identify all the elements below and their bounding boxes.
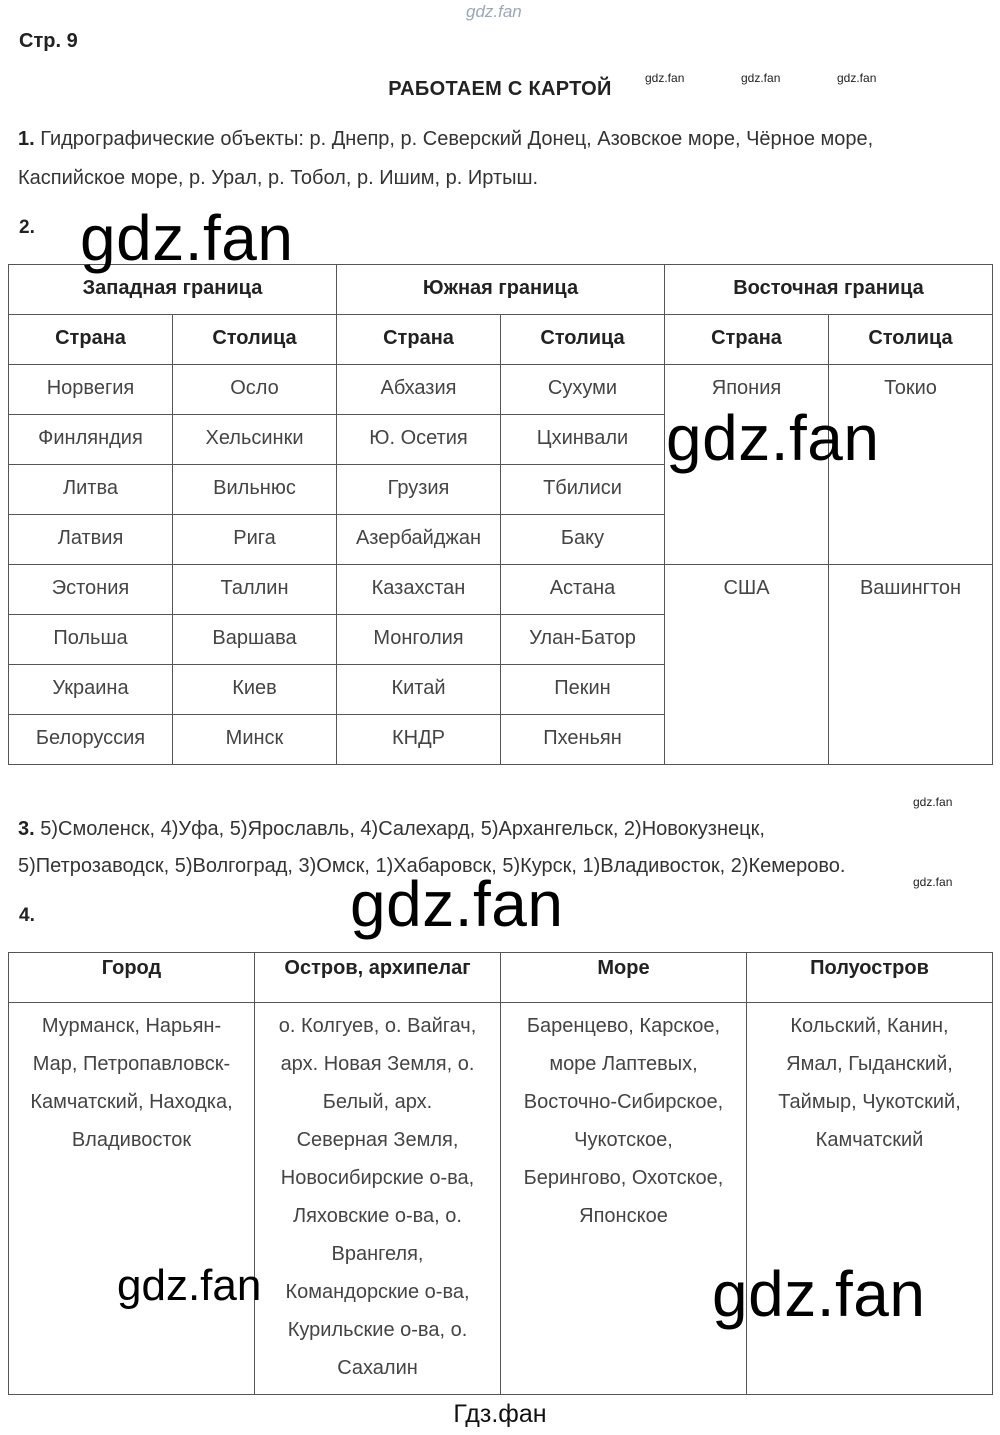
island-line: Ляховские о-ва, о.: [293, 1205, 462, 1227]
west-capital: Хельсинки: [173, 415, 337, 465]
south-capital: Баку: [501, 515, 665, 565]
task-1-line-2: Каспийское море, р. Урал, р. Тобол, р. Ишим, р. Иртыш.: [18, 167, 539, 189]
sea-line: Баренцево, Карское,: [526, 1015, 721, 1037]
column-header-country: Страна: [665, 315, 829, 365]
west-capital: Киев: [173, 665, 337, 715]
islands-cell: [255, 1003, 501, 1395]
west-country: Латвия: [9, 515, 173, 565]
west-country: Эстония: [9, 565, 173, 615]
watermark-large: gdz.fan: [80, 202, 294, 274]
column-header-peninsula: Полуостров: [747, 953, 993, 1003]
west-capital: Вильнюс: [173, 465, 337, 515]
watermark-large: gdz.fan: [712, 1258, 926, 1330]
borders-table: [8, 264, 993, 765]
peninsula-line: Кольский, Канин,: [790, 1015, 949, 1037]
peninsula-line: Ямал, Гыданский,: [786, 1053, 953, 1075]
island-line: Новосибирские о-ва,: [280, 1167, 475, 1189]
page-number: Стр. 9: [19, 30, 78, 52]
island-line: Командорские о-ва,: [285, 1281, 470, 1303]
cities-cell: [9, 1003, 255, 1395]
south-capital: Пекин: [501, 665, 665, 715]
column-header-country: Страна: [9, 315, 173, 365]
island-line: Курильские о-ва, о.: [287, 1319, 468, 1341]
south-country: Абхазия: [337, 365, 501, 415]
column-header-country: Страна: [337, 315, 501, 365]
south-country: Монголия: [337, 615, 501, 665]
table-row: [9, 565, 993, 615]
island-line: Белый, арх.: [322, 1091, 433, 1113]
south-capital: Пхеньян: [501, 715, 665, 765]
peninsulas-cell: [747, 1003, 993, 1395]
sea-line: Восточно-Сибирское,: [523, 1091, 724, 1113]
column-header-island: Остров, архипелаг: [255, 953, 501, 1003]
task-3-number: 3.: [18, 818, 35, 840]
island-line: Сахалин: [337, 1357, 418, 1379]
island-line: Северная Земля,: [296, 1129, 459, 1151]
south-country: Китай: [337, 665, 501, 715]
task-1-line-1: Гидрографические объекты: р. Днепр, р. Северский Донец, Азовское море, Чёрное море,: [40, 128, 874, 150]
peninsula-line: Камчатский: [815, 1129, 924, 1151]
west-capital: Рига: [173, 515, 337, 565]
sea-line: Японское: [579, 1205, 668, 1227]
watermark-small: gdz.fan: [913, 795, 953, 809]
east-country: Япония: [665, 365, 829, 565]
south-capital: Астана: [501, 565, 665, 615]
south-country: Казахстан: [337, 565, 501, 615]
south-country: Грузия: [337, 465, 501, 515]
east-country: США: [665, 565, 829, 765]
west-capital: Варшава: [173, 615, 337, 665]
south-capital: Цхинвали: [501, 415, 665, 465]
task-2-number: 2.: [19, 217, 35, 238]
watermark-small: gdz.fan: [741, 71, 781, 85]
task-3-line-1: 5)Смоленск, 4)Уфа, 5)Ярославль, 4)Салехард, 5)Архангельск, 2)Новокузнецк,: [40, 818, 765, 840]
watermark-large: gdz.fan: [666, 402, 880, 474]
west-country: Литва: [9, 465, 173, 515]
west-country: Украина: [9, 665, 173, 715]
island-line: Врангеля,: [331, 1243, 424, 1265]
south-capital: Улан-Батор: [501, 615, 665, 665]
seas-cell: [501, 1003, 747, 1395]
watermark-top: gdz.fan: [466, 2, 522, 21]
watermark-large: gdz.fan: [350, 868, 564, 940]
city-line: Владивосток: [71, 1129, 192, 1151]
sea-line: море Лаптевых,: [549, 1053, 698, 1075]
sea-line: Берингово, Охотское,: [523, 1167, 724, 1189]
west-country: Норвегия: [9, 365, 173, 415]
group-header-east: Восточная граница: [665, 265, 993, 315]
watermark-large: gdz.fan: [117, 1261, 262, 1310]
task-1: [18, 120, 988, 198]
west-capital: Таллин: [173, 565, 337, 615]
west-capital: Осло: [173, 365, 337, 415]
column-header-capital: Столица: [501, 315, 665, 365]
south-capital: Сухуми: [501, 365, 665, 415]
footer-watermark: Гдз.фан: [453, 1400, 547, 1428]
watermark-small: gdz.fan: [913, 875, 953, 889]
east-capital: Вашингтон: [829, 565, 993, 765]
column-header-capital: Столица: [829, 315, 993, 365]
watermark-small: gdz.fan: [837, 71, 877, 85]
south-country: КНДР: [337, 715, 501, 765]
peninsula-line: Таймыр, Чукотский,: [778, 1091, 961, 1113]
task-3-line-2: 5)Петрозаводск, 5)Волгоград, 3)Омск, 1)Хабаровск, 5)Курск, 1)Владивосток, 2)Кемерово.: [18, 855, 846, 877]
column-header-capital: Столица: [173, 315, 337, 365]
west-country: Польша: [9, 615, 173, 665]
column-header-city: Город: [9, 953, 255, 1003]
group-header-west: Западная граница: [9, 265, 337, 315]
task-1-number: 1.: [18, 128, 35, 150]
city-line: Мурманск, Нарьян-: [41, 1015, 222, 1037]
island-line: арх. Новая Земля, о.: [280, 1053, 475, 1075]
city-line: Камчатский, Находка,: [30, 1091, 233, 1113]
island-line: о. Колгуев, о. Вайгач,: [278, 1015, 477, 1037]
group-header-south: Южная граница: [337, 265, 665, 315]
sea-line: Чукотское,: [574, 1129, 673, 1151]
south-capital: Тбилиси: [501, 465, 665, 515]
south-country: Ю. Осетия: [337, 415, 501, 465]
west-country: Финляндия: [9, 415, 173, 465]
column-header-sea: Море: [501, 953, 747, 1003]
west-country: Белоруссия: [9, 715, 173, 765]
task-4-number: 4.: [19, 905, 35, 926]
east-capital: Токио: [829, 365, 993, 565]
page-title: РАБОТАЕМ С КАРТОЙ: [388, 78, 612, 100]
city-line: Мар, Петропавловск-: [32, 1053, 231, 1075]
south-country: Азербайджан: [337, 515, 501, 565]
watermark-small: gdz.fan: [645, 71, 685, 85]
west-capital: Минск: [173, 715, 337, 765]
